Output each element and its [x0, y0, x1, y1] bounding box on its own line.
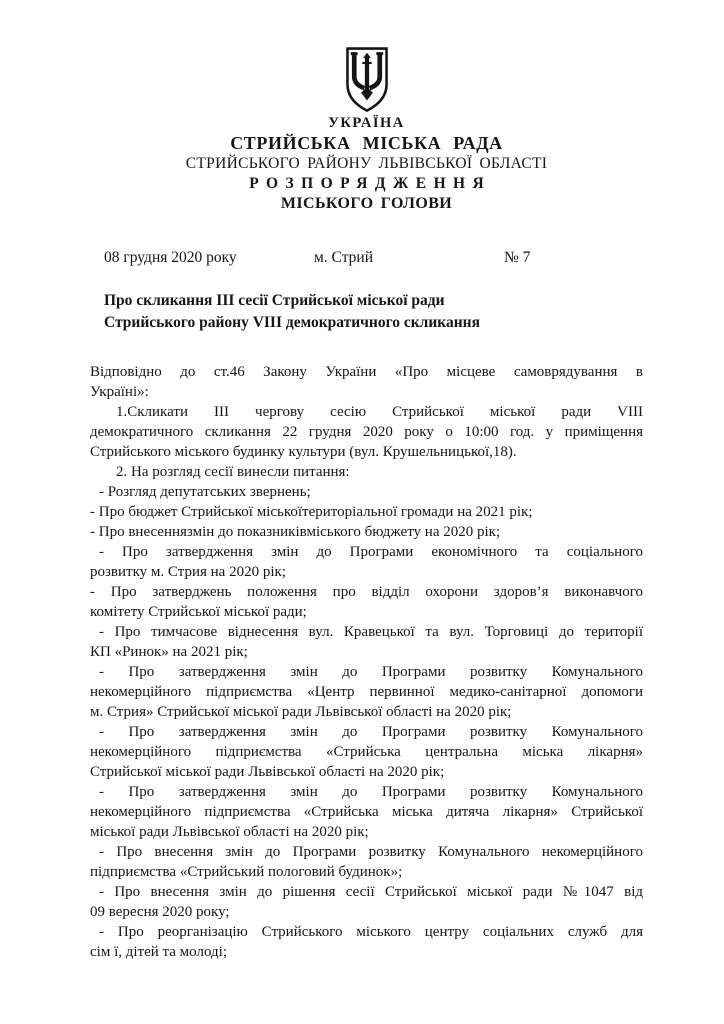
text-line: демократичного скликання 22 грудня 2020 року о 10:00 год. у приміщення — [90, 424, 643, 440]
emblem-wrap — [90, 46, 643, 114]
text-line: Стрийської міської ради Львівської області на 2020 рік; — [90, 764, 445, 780]
text-line: комітету Стрийської міської ради; — [90, 604, 307, 620]
text-line: некомерційного підприємства «Стрийська міська дитяча лікарня» Стрийської — [90, 804, 643, 820]
text-line: - Про реорганізацію Стрийського міського центру соціальних служб для — [99, 924, 643, 940]
meta-row — [90, 249, 643, 269]
org-name: СТРИЙСЬКА МІСЬКА РАДА — [230, 133, 503, 153]
doc-date: 08 грудня 2020 року — [104, 249, 237, 266]
text-line: - Про затвердження змін до Програми економічного та соціального — [99, 544, 643, 560]
text-line: КП «Ринок» на 2021 рік; — [90, 644, 248, 660]
text-line: розвитку м. Стрия на 2020 рік; — [90, 564, 286, 580]
text-line: - Про бюджет Стрийської міськоїтериторіальної громади на 2021 рік; — [90, 504, 533, 520]
doc-body — [90, 362, 643, 962]
text-line: - Про затвердження змін до Програми розвитку Комунального — [99, 664, 643, 680]
text-line: Відповідно до ст.46 Закону України «Про місцеве самоврядування в — [90, 364, 643, 380]
text-line: 09 вересня 2020 року; — [90, 904, 230, 920]
text-line: сім ї, дітей та молоді; — [90, 944, 227, 960]
agenda-item — [90, 582, 643, 622]
text-line: 2. На розгляд сесії винесли питання: — [116, 464, 350, 480]
clause-1-convene-session — [90, 402, 643, 462]
clause-2-agenda-heading — [90, 462, 643, 482]
doc-type-title: РОЗПОРЯДЖЕННЯ — [249, 175, 492, 192]
agenda-item — [90, 522, 643, 542]
text-line: - Про затверджень положення про відділ охорони здоров’я виконавчого — [90, 584, 643, 600]
subject-line-2: Стрийського району VIII демократичного скликання — [104, 314, 480, 331]
agenda-item — [90, 722, 643, 782]
text-line: - Про внесення змін до рішення сесії Стрийської міської ради №1047 від — [99, 884, 643, 900]
text-line: Україні»: — [90, 384, 149, 400]
text-line: підприємства «Стрийський пологовий будинок»; — [90, 864, 403, 880]
agenda-item — [90, 922, 643, 962]
doc-author-title: МІСЬКОГО ГОЛОВИ — [280, 195, 453, 212]
agenda-item — [90, 882, 643, 922]
letterhead — [90, 46, 643, 214]
text-line: 1.Скликати III чергову сесію Стрийської міської ради VIII — [116, 404, 643, 420]
emblem-caption: УКРАЇНА — [328, 115, 405, 131]
agenda-item — [90, 662, 643, 722]
agenda-item — [90, 482, 643, 502]
text-line: Стрийського міського будинку культури (вул. Крушельницької,18). — [90, 444, 517, 460]
agenda-item — [90, 502, 643, 522]
agenda-item — [90, 542, 643, 582]
doc-subject — [104, 290, 643, 334]
text-line: - Про внесення змін до Програми розвитку Комунального некомерційного — [99, 844, 643, 860]
ukraine-trident-emblem — [341, 46, 393, 114]
agenda-item — [90, 782, 643, 842]
text-line: некомерційного підприємства «Стрийська центральна міська лікарня» — [90, 744, 643, 760]
text-line: міської ради Львівської області на 2020 рік; — [90, 824, 369, 840]
text-line: м. Стрия» Стрийської міської ради Львівської області на 2020 рік; — [90, 704, 512, 720]
text-line: - Про внесеннязмін до показниківміського бюджету на 2020 рік; — [90, 524, 501, 540]
text-line: - Про затвердження змін до Програми розвитку Комунального — [99, 724, 643, 740]
org-region: СТРИЙСЬКОГО РАЙОНУ ЛЬВІВСЬКОЇ ОБЛАСТІ — [185, 155, 548, 172]
text-line: - Про затвердження змін до Програми розвитку Комунального — [99, 784, 643, 800]
doc-number: № 7 — [504, 249, 531, 266]
intro-paragraph — [90, 362, 643, 402]
text-line: некомерційного підприємства «Центр первинної медико-санітарної допомоги — [90, 684, 643, 700]
agenda-item — [90, 842, 643, 882]
text-line: - Про тимчасове віднесення вул. Кравецької та вул. Торговиці до території — [99, 624, 643, 640]
doc-place: м. Стрий — [314, 249, 373, 266]
agenda-item — [90, 622, 643, 662]
subject-line-1: Про скликання III сесії Стрийської міської ради — [104, 292, 445, 309]
text-line: - Розгляд депутатських звернень; — [99, 484, 311, 500]
